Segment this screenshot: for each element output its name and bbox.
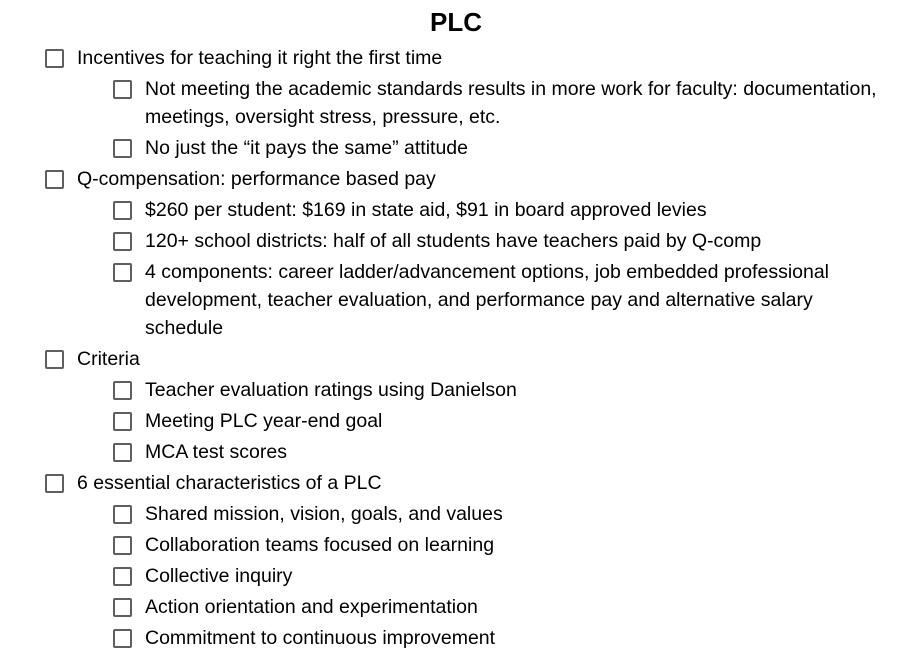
checkbox-icon[interactable] xyxy=(113,505,132,524)
document-title: PLC xyxy=(430,7,482,37)
checklist-subitem xyxy=(0,593,912,621)
checklist-subitem xyxy=(0,562,912,590)
checklist-subitem xyxy=(0,624,912,652)
checkbox-icon[interactable] xyxy=(45,350,64,369)
checklist-subitem-label: Teacher evaluation ratings using Danielson xyxy=(145,379,517,401)
checklist-subitem-label: Action orientation and experimentation xyxy=(145,596,478,618)
checklist-subitem-label: Not meeting the academic standards results in more work for faculty: documentation, meetings, oversight stress, pressure, etc. xyxy=(145,78,877,128)
checklist-subitem-label: $260 per student: $169 in state aid, $91 in board approved levies xyxy=(145,199,707,221)
checkbox-icon[interactable] xyxy=(113,80,132,99)
checkbox-icon[interactable] xyxy=(45,474,64,493)
checklist-subitem xyxy=(0,376,912,404)
checklist-item-label: Incentives for teaching it right the first time xyxy=(77,47,443,69)
checklist-subitem xyxy=(0,134,912,162)
checklist-subitem xyxy=(0,531,912,559)
checkbox-icon[interactable] xyxy=(113,412,132,431)
checkbox-icon[interactable] xyxy=(45,49,64,68)
checklist-subitem-label: Shared mission, vision, goals, and values xyxy=(145,503,503,525)
checkbox-icon[interactable] xyxy=(113,201,132,220)
checkbox-icon[interactable] xyxy=(113,629,132,648)
checklist-subitem-label: Commitment to continuous improvement xyxy=(145,627,496,649)
checklist-subitem-label: Collaboration teams focused on learning xyxy=(145,534,495,556)
checklist-item xyxy=(0,44,912,72)
checklist-item xyxy=(0,165,912,193)
checkbox-icon[interactable] xyxy=(113,139,132,158)
checklist-subitem xyxy=(0,258,912,342)
checklist-subitem xyxy=(0,75,912,131)
checklist-item xyxy=(0,469,912,497)
checkbox-icon[interactable] xyxy=(113,443,132,462)
checkbox-icon[interactable] xyxy=(113,567,132,586)
checkbox-icon[interactable] xyxy=(113,598,132,617)
checklist-subitem-label: 120+ school districts: half of all students have teachers paid by Q-comp xyxy=(145,230,762,252)
checklist-subitem xyxy=(0,438,912,466)
checklist-subitem-label: MCA test scores xyxy=(145,441,287,463)
checklist-subitem-label: Meeting PLC year-end goal xyxy=(145,410,383,432)
checklist-item-label: Q-compensation: performance based pay xyxy=(77,168,436,190)
checkbox-icon[interactable] xyxy=(113,232,132,251)
checklist-subitem-label: 4 components: career ladder/advancement options, job embedded professional development, teacher evaluation, and performance pay and alternative salary schedule xyxy=(145,261,830,339)
checkbox-icon[interactable] xyxy=(113,381,132,400)
checklist-subitem-label: Collective inquiry xyxy=(145,565,293,587)
checklist-item-label: Criteria xyxy=(77,348,140,370)
checklist-subitem xyxy=(0,227,912,255)
checkbox-icon[interactable] xyxy=(113,263,132,282)
checklist-subitem xyxy=(0,500,912,528)
checkbox-icon[interactable] xyxy=(45,170,64,189)
checklist-subitem xyxy=(0,196,912,224)
checklist-subitem-label: No just the “it pays the same” attitude xyxy=(145,137,468,159)
checklist-item xyxy=(0,345,912,373)
checklist xyxy=(0,44,912,655)
checklist-item-label: 6 essential characteristics of a PLC xyxy=(77,472,382,494)
checkbox-icon[interactable] xyxy=(113,536,132,555)
checklist-subitem xyxy=(0,407,912,435)
